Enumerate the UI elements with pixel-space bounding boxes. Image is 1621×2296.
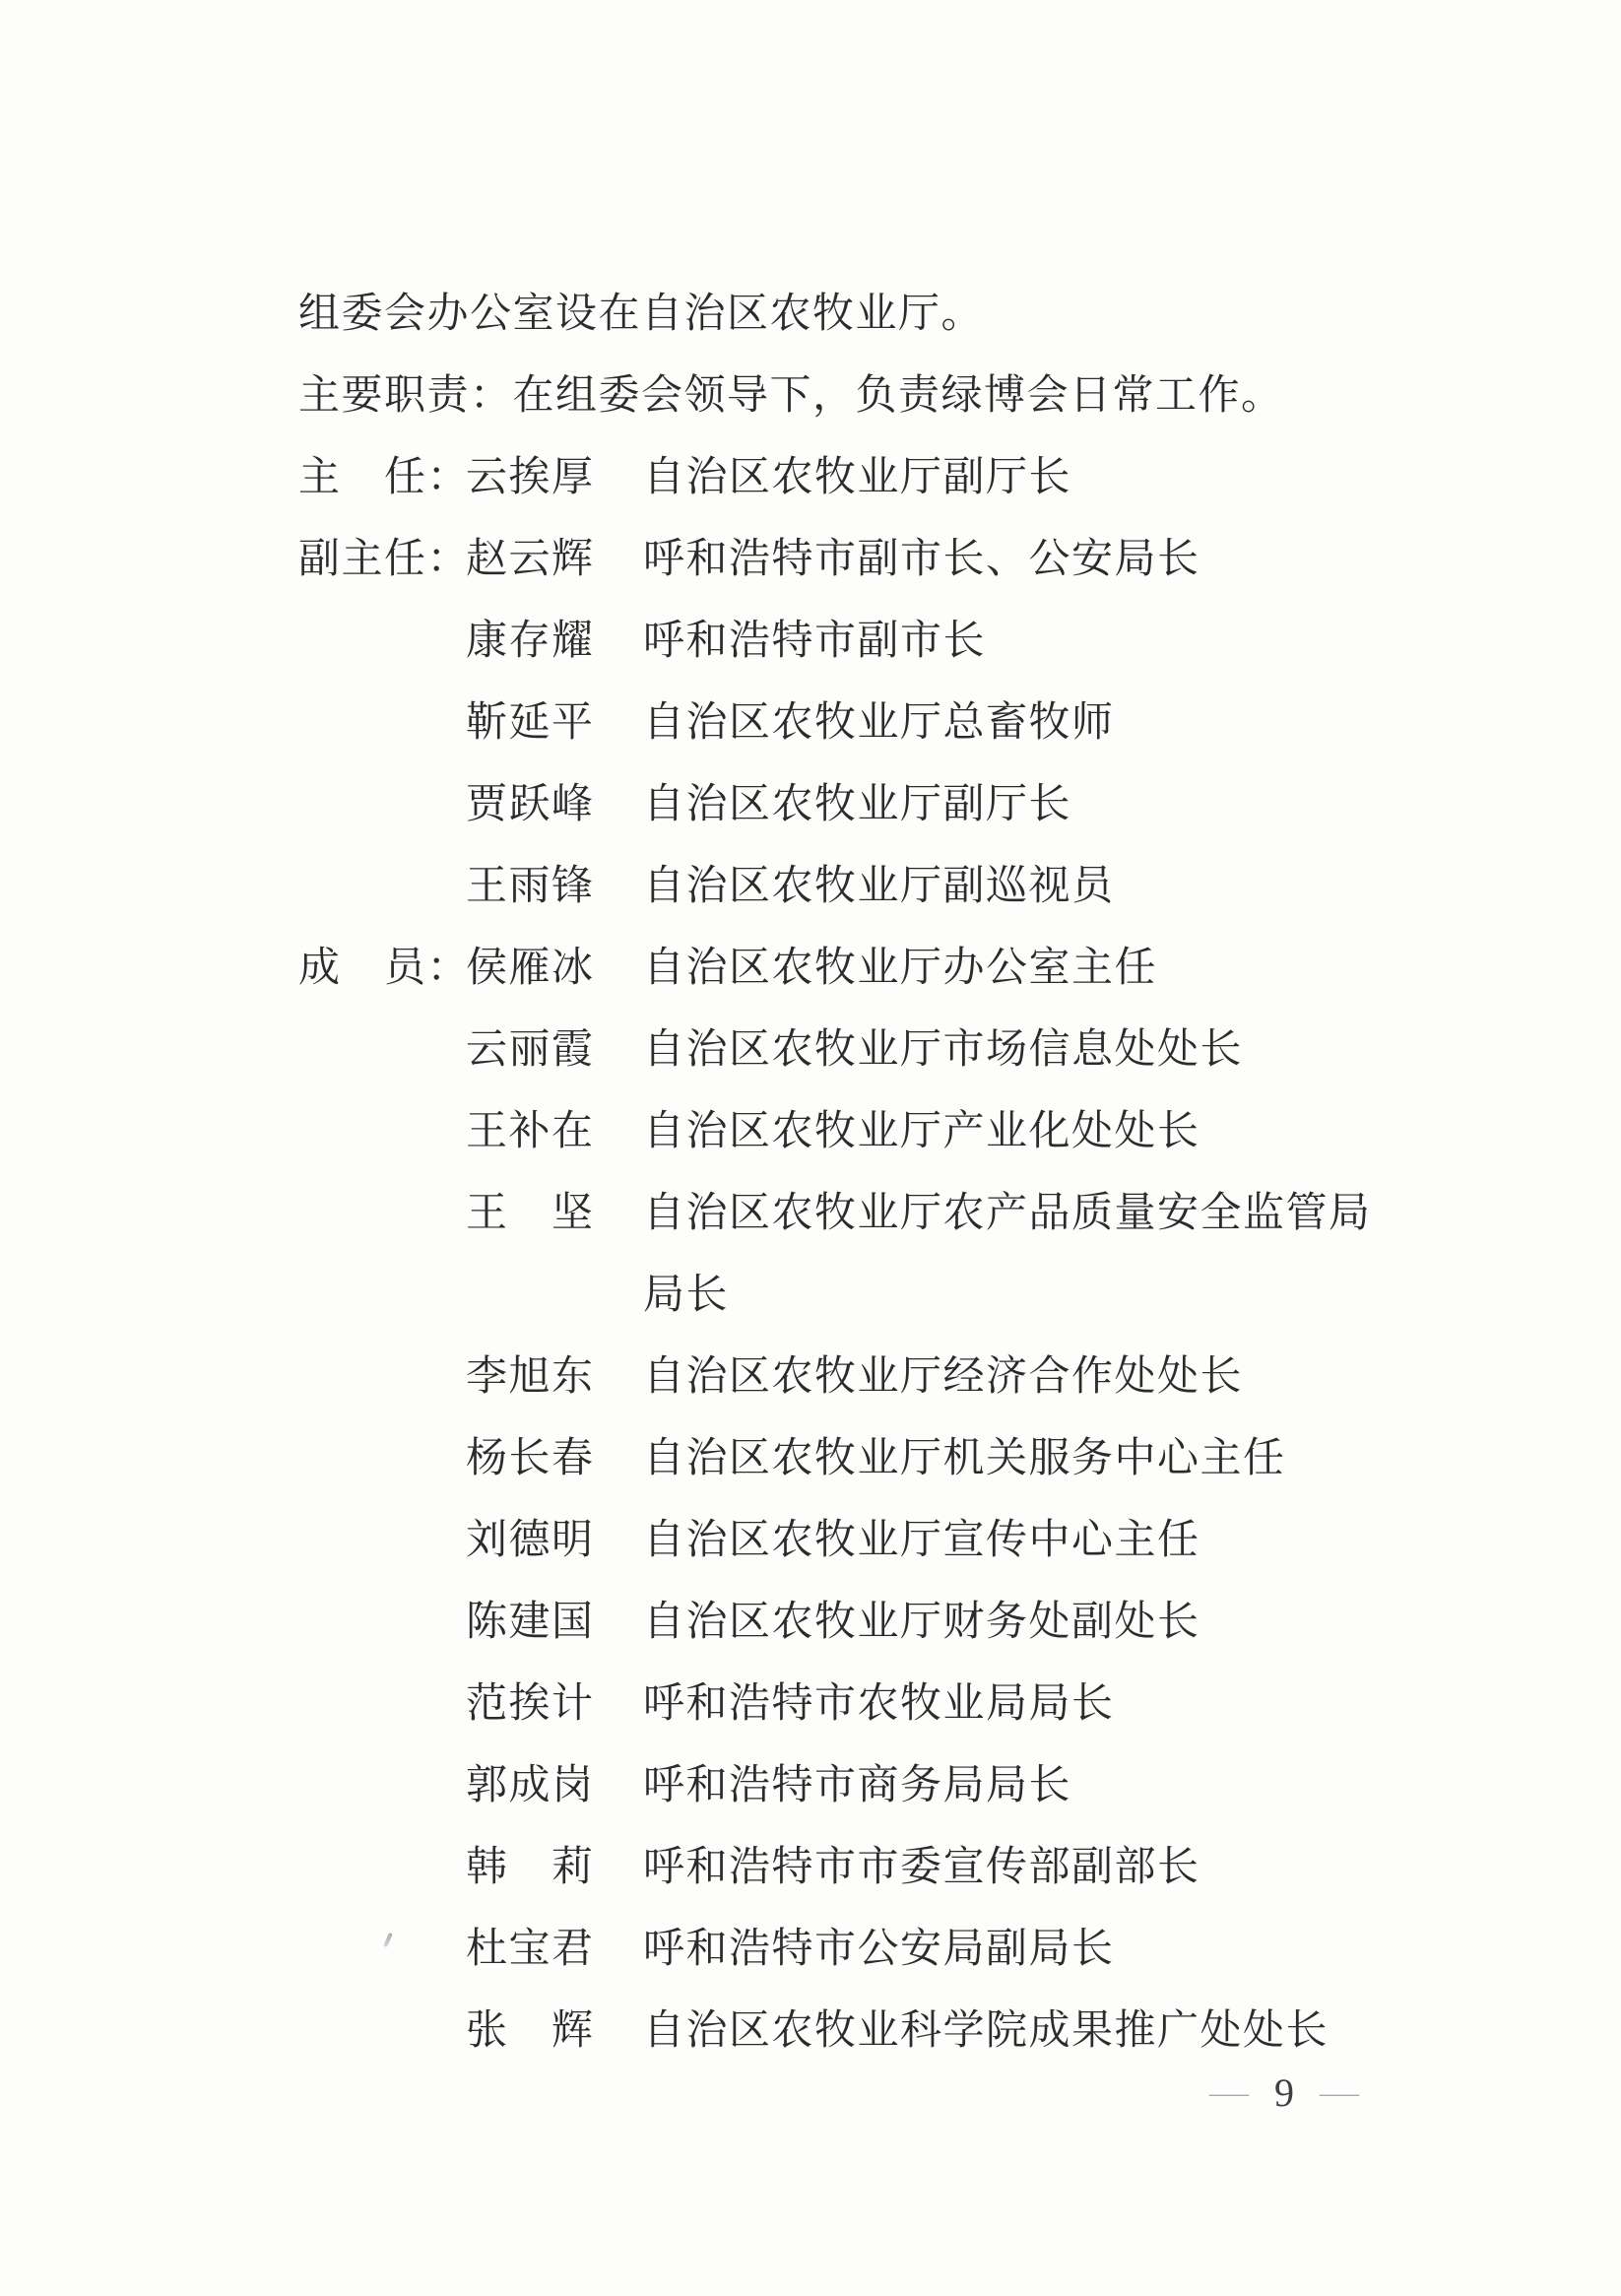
roster-row — [298, 764, 1411, 846]
roster-member-name: 李旭东 — [466, 1354, 595, 1400]
roster-member-title: 自治区农牧业厅总畜牧师 — [643, 700, 1115, 746]
roster-role-label: 成 员： — [298, 946, 471, 991]
roster-member-name: 杜宝君 — [466, 1927, 595, 1972]
document-body — [298, 274, 1411, 2072]
roster-row — [298, 1909, 1411, 1991]
roster-member-title: 自治区农牧业厅市场信息处处长 — [643, 1027, 1244, 1073]
roster-row — [298, 1337, 1411, 1418]
roster-row — [298, 519, 1411, 601]
roster-row — [298, 1091, 1411, 1173]
roster-role-label: 主 任： — [298, 455, 471, 500]
roster-member-title: 呼和浩特市商务局局长 — [643, 1763, 1072, 1808]
roster-member-title: 自治区农牧业厅经济合作处处长 — [643, 1354, 1244, 1400]
roster-member-name: 张 辉 — [466, 2008, 595, 2054]
roster-member-title: 自治区农牧业厅副巡视员 — [643, 864, 1115, 909]
roster-member-name: 杨长春 — [466, 1436, 595, 1481]
roster-member-title: 呼和浩特市副市长 — [643, 619, 987, 664]
roster-member-title: 自治区农牧业厅农产品质量安全监管局局长 — [643, 1191, 1372, 1318]
roster-row — [298, 1173, 1411, 1337]
roster-member-name: 王 坚 — [466, 1191, 595, 1236]
roster-member-title: 自治区农牧业厅宣传中心主任 — [643, 1518, 1200, 1563]
page-footer — [1209, 2068, 1359, 2118]
roster-row — [298, 1500, 1411, 1582]
roster-row — [298, 1664, 1411, 1745]
roster-row — [298, 1827, 1411, 1909]
roster-row — [298, 1582, 1411, 1664]
paragraph-office-location: 组委会办公室设在自治区农牧业厅。 — [298, 292, 985, 337]
roster-member-title: 呼和浩特市农牧业局局长 — [643, 1681, 1115, 1727]
roster-member-name: 王雨锋 — [466, 864, 595, 909]
roster-member-name: 刘德明 — [466, 1518, 595, 1563]
roster-row — [298, 437, 1411, 519]
roster-row — [298, 683, 1411, 764]
roster-member-name: 陈建国 — [466, 1600, 595, 1645]
page-number: 9 — [1274, 2070, 1294, 2115]
roster-member-title: 呼和浩特市市委宣传部副部长 — [643, 1845, 1200, 1890]
roster-row — [298, 1991, 1411, 2072]
roster-member-name: 贾跃峰 — [466, 782, 595, 827]
roster-row — [298, 1010, 1411, 1091]
roster-member-name: 范挨计 — [466, 1681, 595, 1727]
roster-member-title: 自治区农牧业厅办公室主任 — [643, 946, 1158, 991]
roster-member-name: 郭成岗 — [466, 1763, 595, 1808]
roster-row — [298, 928, 1411, 1010]
page-number-dash-left: — — [1209, 2076, 1249, 2109]
roster-member-name: 侯雁冰 — [466, 946, 595, 991]
roster-member-title: 自治区农牧业厅机关服务中心主任 — [643, 1436, 1286, 1481]
roster-member-title: 呼和浩特市副市长、公安局长 — [643, 537, 1200, 582]
roster-member-name: 康存耀 — [466, 619, 595, 664]
roster-member-name: 云丽霞 — [466, 1027, 595, 1073]
paragraph-main-duties: 主要职责：在组委会领导下，负责绿博会日常工作。 — [298, 373, 1284, 419]
roster-member-name: 赵云辉 — [466, 537, 595, 582]
committee-roster — [298, 437, 1411, 2072]
roster-member-title: 自治区农牧业厅财务处副处长 — [643, 1600, 1200, 1645]
roster-member-name: 韩 莉 — [466, 1845, 595, 1890]
page-number-dash-right: — — [1320, 2076, 1359, 2109]
roster-member-title: 自治区农牧业厅副厅长 — [643, 455, 1072, 500]
roster-member-name: 云挨厚 — [466, 455, 595, 500]
roster-member-title: 自治区农牧业科学院成果推广处处长 — [643, 2008, 1329, 2054]
roster-row — [298, 1418, 1411, 1500]
roster-row — [298, 601, 1411, 683]
roster-member-name: 靳延平 — [466, 700, 595, 746]
roster-member-name: 王补在 — [466, 1109, 595, 1154]
roster-row — [298, 1745, 1411, 1827]
roster-role-label: 副主任： — [298, 537, 471, 582]
roster-member-title: 自治区农牧业厅产业化处处长 — [643, 1109, 1200, 1154]
roster-member-title: 自治区农牧业厅副厅长 — [643, 782, 1072, 827]
roster-member-title: 呼和浩特市公安局副局长 — [643, 1927, 1115, 1972]
roster-row — [298, 846, 1411, 928]
